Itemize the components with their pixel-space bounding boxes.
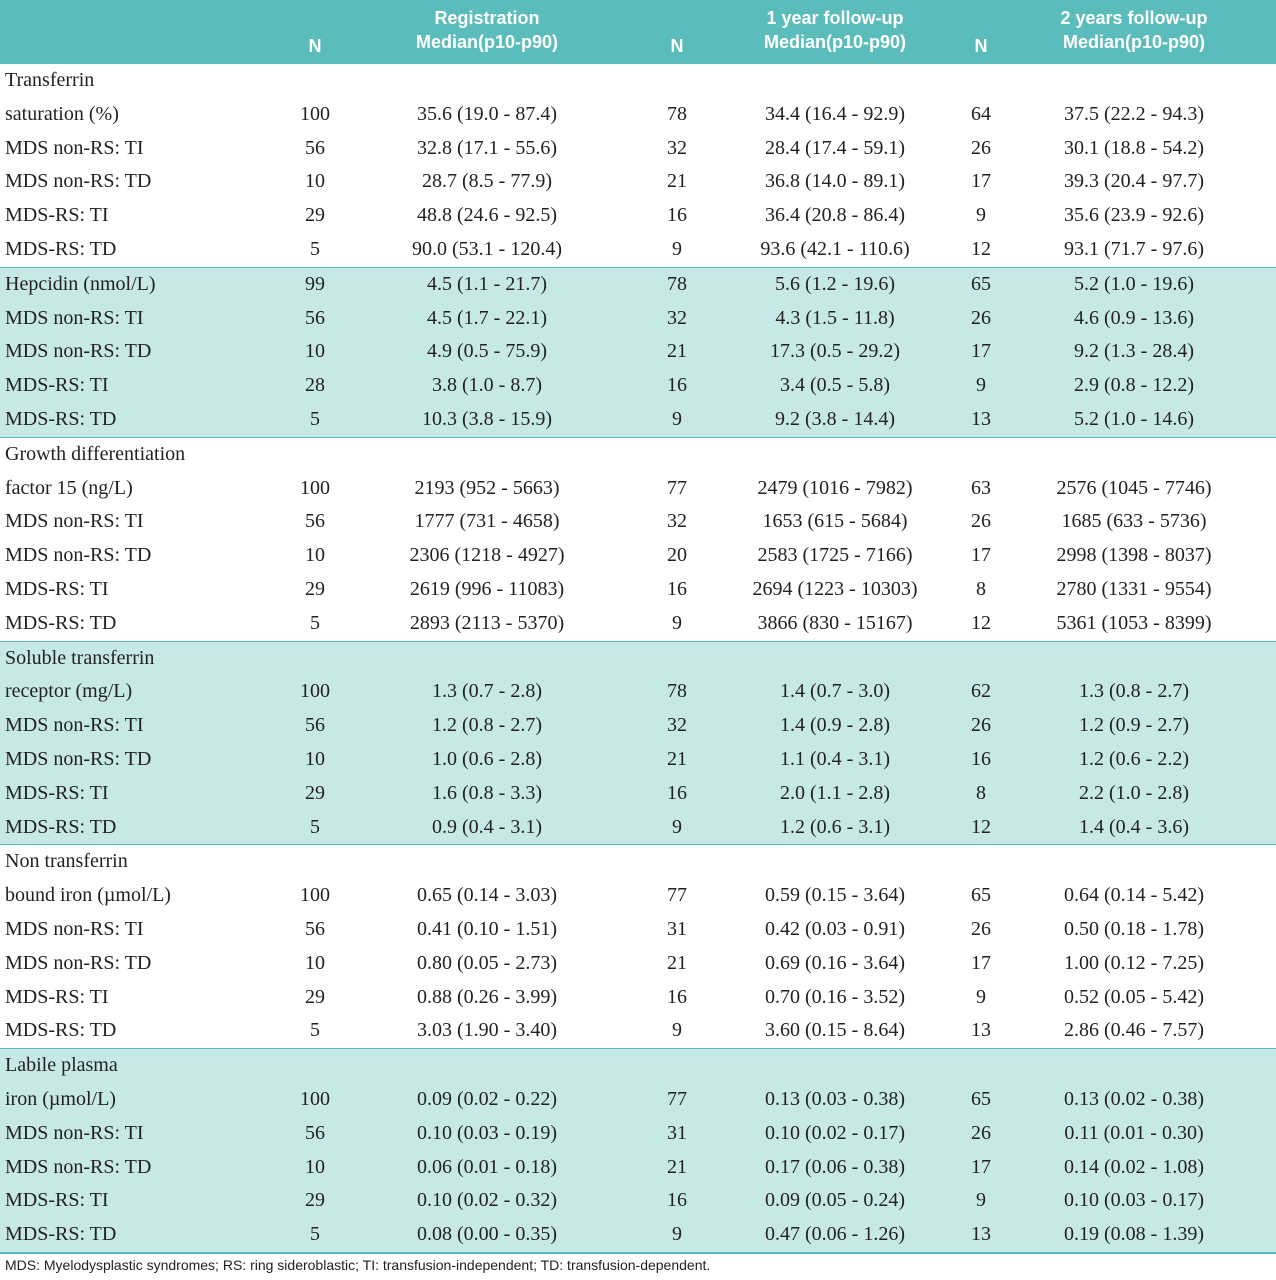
table-group	[0, 1048, 1276, 1252]
median-2years: 1.4 (0.4 - 3.6)	[1079, 815, 1189, 838]
group-title-row	[0, 438, 1276, 472]
table-row	[0, 573, 1276, 607]
table-row	[0, 199, 1276, 233]
n-registration: 10	[305, 1155, 325, 1178]
median-2years: 2780 (1331 - 9554)	[1056, 577, 1212, 600]
header-1year-line1: 1 year follow-up	[766, 8, 904, 28]
median-registration: 0.9 (0.4 - 3.1)	[432, 815, 542, 838]
row-label: MDS-RS: TD	[5, 1019, 117, 1042]
median-1year: 34.4 (16.4 - 92.9)	[765, 102, 905, 125]
n-1year: 21	[667, 747, 687, 770]
row-label: MDS non-RS: TI	[5, 1121, 144, 1144]
n-1year: 78	[667, 272, 687, 295]
row-label: MDS-RS: TD	[5, 611, 117, 634]
row-label: MDS-RS: TI	[5, 374, 109, 397]
median-registration: 0.06 (0.01 - 0.18)	[417, 1155, 557, 1178]
group-title: Soluble transferrin	[5, 646, 155, 669]
n-1year: 9	[672, 1019, 682, 1042]
group-title-row	[0, 64, 1276, 98]
median-1year: 36.8 (14.0 - 89.1)	[765, 170, 905, 193]
median-registration: 1.6 (0.8 - 3.3)	[432, 781, 542, 804]
n-2years: 13	[971, 1019, 991, 1042]
table-row	[0, 403, 1276, 437]
n-registration: 56	[305, 714, 325, 737]
median-1year: 3.60 (0.15 - 8.64)	[765, 1019, 905, 1042]
median-1year: 2583 (1725 - 7166)	[757, 544, 913, 567]
n-2years: 64	[971, 102, 991, 125]
row-label: factor 15 (ng/L)	[5, 476, 133, 499]
median-2years: 5.2 (1.0 - 19.6)	[1074, 272, 1194, 295]
n-1year: 9	[672, 611, 682, 634]
n-1year: 20	[667, 544, 687, 567]
table-row	[0, 132, 1276, 166]
group-title-row	[0, 845, 1276, 879]
median-2years: 4.6 (0.9 - 13.6)	[1074, 306, 1194, 329]
n-2years: 17	[971, 340, 991, 363]
table-row	[0, 709, 1276, 743]
row-label: MDS non-RS: TI	[5, 510, 144, 533]
n-2years: 65	[971, 272, 991, 295]
table-row	[0, 913, 1276, 947]
median-registration: 2619 (996 - 11083)	[409, 577, 565, 600]
table-row	[0, 505, 1276, 539]
row-label: MDS non-RS: TD	[5, 170, 152, 193]
table-group	[0, 267, 1276, 437]
median-1year: 0.59 (0.15 - 3.64)	[765, 884, 905, 907]
median-registration: 1777 (731 - 4658)	[414, 510, 560, 533]
median-2years: 0.52 (0.05 - 5.42)	[1064, 985, 1204, 1008]
n-1year: 16	[667, 577, 687, 600]
median-2years: 9.2 (1.3 - 28.4)	[1074, 340, 1194, 363]
median-2years: 2.2 (1.0 - 2.8)	[1079, 781, 1189, 804]
n-1year: 21	[667, 951, 687, 974]
median-1year: 0.47 (0.06 - 1.26)	[765, 1223, 905, 1246]
row-label: MDS-RS: TD	[5, 407, 117, 430]
table-row	[0, 165, 1276, 199]
median-2years: 0.14 (0.02 - 1.08)	[1064, 1155, 1204, 1178]
n-1year: 21	[667, 170, 687, 193]
n-1year: 9	[672, 237, 682, 260]
n-1year: 32	[667, 714, 687, 737]
header-registration	[357, 6, 617, 54]
n-registration: 29	[305, 781, 325, 804]
median-1year: 0.70 (0.16 - 3.52)	[765, 985, 905, 1008]
row-label: MDS-RS: TD	[5, 815, 117, 838]
median-1year: 2694 (1223 - 10303)	[752, 577, 918, 600]
n-registration: 5	[310, 1223, 320, 1246]
table-header	[0, 0, 1276, 64]
n-registration: 29	[305, 204, 325, 227]
n-registration: 5	[310, 815, 320, 838]
median-registration: 35.6 (19.0 - 87.4)	[417, 102, 557, 125]
median-1year: 0.10 (0.02 - 0.17)	[765, 1121, 905, 1144]
median-1year: 0.69 (0.16 - 3.64)	[765, 951, 905, 974]
n-registration: 28	[305, 374, 325, 397]
row-label: MDS non-RS: TI	[5, 917, 144, 940]
median-2years: 0.64 (0.14 - 5.42)	[1064, 884, 1204, 907]
median-1year: 17.3 (0.5 - 29.2)	[770, 340, 900, 363]
median-registration: 3.8 (1.0 - 8.7)	[432, 374, 542, 397]
n-1year: 21	[667, 340, 687, 363]
table-row	[0, 1151, 1276, 1185]
n-2years: 17	[971, 951, 991, 974]
n-1year: 16	[667, 1189, 687, 1212]
table-row	[0, 472, 1276, 506]
median-2years: 0.50 (0.18 - 1.78)	[1064, 917, 1204, 940]
n-2years: 8	[976, 781, 986, 804]
group-title: Growth differentiation	[5, 442, 186, 465]
median-registration: 3.03 (1.90 - 3.40)	[417, 1019, 557, 1042]
row-label: MDS-RS: TI	[5, 781, 109, 804]
table-row	[0, 302, 1276, 336]
median-1year: 0.17 (0.06 - 0.38)	[765, 1155, 905, 1178]
n-2years: 9	[976, 204, 986, 227]
n-2years: 17	[971, 1155, 991, 1178]
median-registration: 90.0 (53.1 - 120.4)	[412, 237, 562, 260]
n-registration: 56	[305, 136, 325, 159]
median-1year: 3.4 (0.5 - 5.8)	[780, 374, 890, 397]
median-registration: 2893 (2113 - 5370)	[409, 611, 565, 634]
header-2years-line2: Median(p10-p90)	[1062, 32, 1206, 52]
median-2years: 2998 (1398 - 8037)	[1056, 544, 1212, 567]
n-registration: 100	[300, 680, 330, 703]
n-registration: 10	[305, 747, 325, 770]
median-registration: 0.10 (0.03 - 0.19)	[417, 1121, 557, 1144]
table-body	[0, 64, 1276, 1252]
table-row	[0, 811, 1276, 845]
n-registration: 56	[305, 917, 325, 940]
n-2years: 65	[971, 1087, 991, 1110]
n-1year: 9	[672, 1223, 682, 1246]
median-2years: 2.9 (0.8 - 12.2)	[1074, 374, 1194, 397]
group-title: Labile plasma	[5, 1054, 118, 1077]
row-label: MDS-RS: TI	[5, 577, 109, 600]
median-1year: 28.4 (17.4 - 59.1)	[765, 136, 905, 159]
header-registration-line2: Median(p10-p90)	[415, 32, 559, 52]
row-label: MDS-RS: TI	[5, 985, 109, 1008]
median-registration: 28.7 (8.5 - 77.9)	[422, 170, 552, 193]
table-row	[0, 1184, 1276, 1218]
n-registration: 10	[305, 951, 325, 974]
median-registration: 0.08 (0.00 - 0.35)	[417, 1223, 557, 1246]
median-2years: 93.1 (71.7 - 97.6)	[1064, 237, 1204, 260]
row-label: MDS non-RS: TI	[5, 714, 144, 737]
n-2years: 12	[971, 815, 991, 838]
n-registration: 56	[305, 510, 325, 533]
n-1year: 32	[667, 136, 687, 159]
row-label: MDS non-RS: TD	[5, 951, 152, 974]
n-registration: 100	[300, 1087, 330, 1110]
n-registration: 56	[305, 306, 325, 329]
median-2years: 1685 (633 - 5736)	[1061, 510, 1207, 533]
header-registration-line1: Registration	[434, 8, 540, 28]
median-registration: 32.8 (17.1 - 55.6)	[417, 136, 557, 159]
n-registration: 5	[310, 1019, 320, 1042]
n-2years: 9	[976, 374, 986, 397]
n-registration: 10	[305, 544, 325, 567]
table-row	[0, 1218, 1276, 1252]
n-2years: 65	[971, 884, 991, 907]
table-row	[0, 607, 1276, 641]
median-1year: 1.4 (0.7 - 3.0)	[780, 680, 890, 703]
median-registration: 0.41 (0.10 - 1.51)	[417, 917, 557, 940]
row-label: MDS non-RS: TD	[5, 340, 152, 363]
header-2years-line1: 2 years follow-up	[1060, 8, 1208, 28]
table-group	[0, 64, 1276, 267]
median-1year: 93.6 (42.1 - 110.6)	[760, 237, 910, 260]
n-registration: 10	[305, 340, 325, 363]
median-2years: 2.86 (0.46 - 7.57)	[1064, 1019, 1204, 1042]
n-1year: 77	[667, 476, 687, 499]
median-1year: 9.2 (3.8 - 14.4)	[775, 407, 895, 430]
median-registration: 0.80 (0.05 - 2.73)	[417, 951, 557, 974]
n-registration: 5	[310, 407, 320, 430]
n-registration: 100	[300, 476, 330, 499]
group-title: Transferrin	[5, 69, 95, 91]
median-2years: 37.5 (22.2 - 94.3)	[1064, 102, 1204, 125]
header-1year-line2: Median(p10-p90)	[763, 32, 907, 52]
median-1year: 1653 (615 - 5684)	[762, 510, 908, 533]
table-row	[0, 1117, 1276, 1151]
median-registration: 2306 (1218 - 4927)	[409, 544, 565, 567]
row-label: MDS non-RS: TD	[5, 747, 152, 770]
median-2years: 30.1 (18.8 - 54.2)	[1064, 136, 1204, 159]
n-2years: 63	[971, 476, 991, 499]
median-2years: 2576 (1045 - 7746)	[1056, 476, 1212, 499]
n-registration: 100	[300, 884, 330, 907]
n-2years: 26	[971, 136, 991, 159]
row-label: iron (µmol/L)	[5, 1087, 116, 1110]
n-2years: 26	[971, 306, 991, 329]
row-label: receptor (mg/L)	[5, 680, 133, 703]
row-label: MDS non-RS: TD	[5, 1155, 152, 1178]
median-1year: 1.2 (0.6 - 3.1)	[780, 815, 890, 838]
table-row	[0, 981, 1276, 1015]
table-group	[0, 437, 1276, 641]
table-row	[0, 743, 1276, 777]
table-row	[0, 539, 1276, 573]
median-2years: 35.6 (23.9 - 92.6)	[1064, 204, 1204, 227]
median-1year: 2.0 (1.1 - 2.8)	[780, 781, 890, 804]
n-1year: 16	[667, 374, 687, 397]
median-2years: 1.2 (0.6 - 2.2)	[1079, 747, 1189, 770]
median-2years: 0.13 (0.02 - 0.38)	[1064, 1087, 1204, 1110]
median-registration: 0.88 (0.26 - 3.99)	[417, 985, 557, 1008]
median-1year: 36.4 (20.8 - 86.4)	[765, 204, 905, 227]
n-registration: 56	[305, 1121, 325, 1144]
n-2years: 17	[971, 170, 991, 193]
table-group	[0, 641, 1276, 845]
n-1year: 31	[667, 917, 687, 940]
median-1year: 0.42 (0.03 - 0.91)	[765, 917, 905, 940]
n-2years: 16	[971, 747, 991, 770]
row-label: MDS-RS: TI	[5, 204, 109, 227]
header-2years	[1004, 6, 1264, 54]
n-2years: 9	[976, 985, 986, 1008]
row-label: MDS-RS: TI	[5, 1189, 109, 1212]
n-1year: 9	[672, 407, 682, 430]
footnote: MDS: Myelodysplastic syndromes; RS: ring sideroblastic; TI: transfusion-independent; TD: transfusion-dependent.	[5, 1257, 711, 1273]
median-registration: 1.2 (0.8 - 2.7)	[432, 714, 542, 737]
median-1year: 2479 (1016 - 7982)	[757, 476, 913, 499]
table-row	[0, 1014, 1276, 1048]
median-1year: 3866 (830 - 15167)	[757, 611, 913, 634]
median-1year: 0.09 (0.05 - 0.24)	[765, 1189, 905, 1212]
group-title-row	[0, 642, 1276, 676]
median-2years: 0.19 (0.08 - 1.39)	[1064, 1223, 1204, 1246]
row-label: MDS non-RS: TD	[5, 544, 152, 567]
n-2years: 26	[971, 917, 991, 940]
table-row	[0, 777, 1276, 811]
n-2years: 12	[971, 611, 991, 634]
n-2years: 17	[971, 544, 991, 567]
n-1year: 77	[667, 1087, 687, 1110]
median-1year: 5.6 (1.2 - 19.6)	[775, 272, 895, 295]
median-registration: 2193 (952 - 5663)	[414, 476, 560, 499]
n-1year: 16	[667, 781, 687, 804]
median-2years: 0.10 (0.03 - 0.17)	[1064, 1189, 1204, 1212]
median-1year: 1.1 (0.4 - 3.1)	[780, 747, 890, 770]
median-2years: 0.11 (0.01 - 0.30)	[1064, 1121, 1204, 1144]
table-row	[0, 1083, 1276, 1117]
table-row	[0, 369, 1276, 403]
row-label: MDS non-RS: TI	[5, 136, 144, 159]
median-1year: 0.13 (0.03 - 0.38)	[765, 1087, 905, 1110]
row-label: Hepcidin (nmol/L)	[5, 272, 156, 295]
median-registration: 4.9 (0.5 - 75.9)	[427, 340, 547, 363]
header-n-registration: N	[308, 36, 322, 56]
n-registration: 29	[305, 577, 325, 600]
bottom-rule	[0, 1252, 1276, 1254]
n-1year: 78	[667, 680, 687, 703]
median-2years: 1.2 (0.9 - 2.7)	[1079, 714, 1189, 737]
table-row	[0, 268, 1276, 302]
n-registration: 100	[300, 102, 330, 125]
table-row	[0, 879, 1276, 913]
header-1year	[705, 6, 965, 54]
row-label: MDS non-RS: TI	[5, 306, 144, 329]
n-2years: 9	[976, 1189, 986, 1212]
n-1year: 32	[667, 510, 687, 533]
table-row	[0, 675, 1276, 709]
median-1year: 1.4 (0.9 - 2.8)	[780, 714, 890, 737]
median-2years: 5.2 (1.0 - 14.6)	[1074, 407, 1194, 430]
n-registration: 10	[305, 170, 325, 193]
row-label: bound iron (µmol/L)	[5, 884, 171, 907]
table-row	[0, 335, 1276, 369]
median-registration: 4.5 (1.1 - 21.7)	[427, 272, 547, 295]
table-row	[0, 98, 1276, 132]
median-registration: 10.3 (3.8 - 15.9)	[422, 407, 552, 430]
row-label: MDS-RS: TD	[5, 237, 117, 260]
n-2years: 26	[971, 510, 991, 533]
n-2years: 8	[976, 577, 986, 600]
n-1year: 16	[667, 985, 687, 1008]
n-2years: 26	[971, 714, 991, 737]
n-2years: 13	[971, 1223, 991, 1246]
header-n-2years: N	[974, 36, 988, 56]
median-registration: 1.3 (0.7 - 2.8)	[432, 680, 542, 703]
n-1year: 78	[667, 102, 687, 125]
group-title-row	[0, 1049, 1276, 1083]
n-registration: 29	[305, 1189, 325, 1212]
n-1year: 16	[667, 204, 687, 227]
median-registration: 0.09 (0.02 - 0.22)	[417, 1087, 557, 1110]
n-1year: 9	[672, 815, 682, 838]
header-n-1year: N	[670, 36, 684, 56]
n-registration: 99	[305, 272, 325, 295]
median-2years: 1.00 (0.12 - 7.25)	[1064, 951, 1204, 974]
n-2years: 62	[971, 680, 991, 703]
row-label: MDS-RS: TD	[5, 1223, 117, 1246]
group-title: Non transferrin	[5, 850, 128, 873]
table-row	[0, 233, 1276, 267]
n-1year: 21	[667, 1155, 687, 1178]
median-2years: 39.3 (20.4 - 97.7)	[1064, 170, 1204, 193]
median-registration: 4.5 (1.7 - 22.1)	[427, 306, 547, 329]
n-registration: 5	[310, 611, 320, 634]
median-2years: 5361 (1053 - 8399)	[1056, 611, 1212, 634]
median-registration: 48.8 (24.6 - 92.5)	[417, 204, 557, 227]
n-registration: 5	[310, 237, 320, 260]
n-registration: 29	[305, 985, 325, 1008]
median-registration: 0.65 (0.14 - 3.03)	[417, 884, 557, 907]
row-label: saturation (%)	[5, 102, 119, 125]
median-registration: 1.0 (0.6 - 2.8)	[432, 747, 542, 770]
n-1year: 77	[667, 884, 687, 907]
median-2years: 1.3 (0.8 - 2.7)	[1079, 680, 1189, 703]
n-2years: 13	[971, 407, 991, 430]
table-group	[0, 844, 1276, 1048]
median-1year: 4.3 (1.5 - 11.8)	[775, 306, 895, 329]
n-1year: 32	[667, 306, 687, 329]
table-row	[0, 947, 1276, 981]
n-2years: 12	[971, 237, 991, 260]
n-1year: 31	[667, 1121, 687, 1144]
n-2years: 26	[971, 1121, 991, 1144]
median-registration: 0.10 (0.02 - 0.32)	[417, 1189, 557, 1212]
